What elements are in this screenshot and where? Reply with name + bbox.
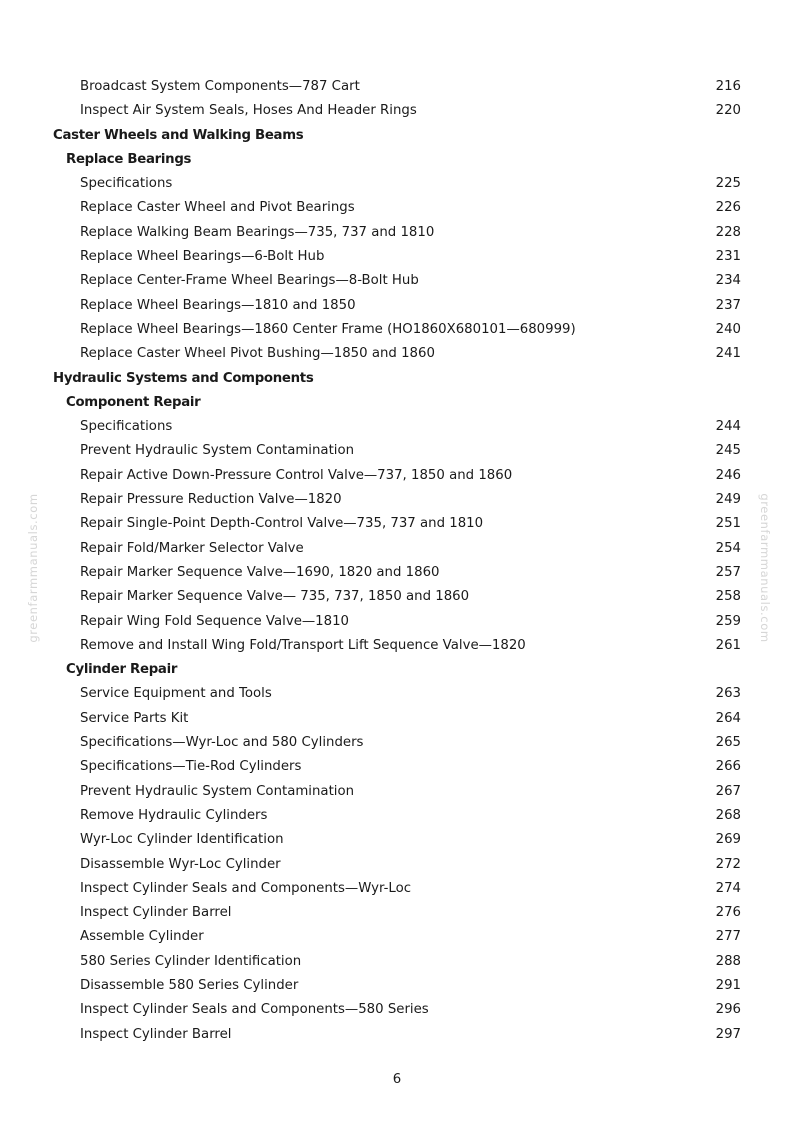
toc-entry[interactable] (0, 1023, 794, 1047)
toc-entry-title: Service Parts Kit (80, 710, 189, 726)
toc-subsection-heading (0, 658, 794, 682)
toc-entry-title: Replace Wheel Bearings—1860 Center Frame (HO1860X680101—680999) (80, 321, 576, 337)
toc-entry[interactable] (0, 804, 794, 828)
toc-entry-title: Remove and Install Wing Fold/Transport Lift Sequence Valve—1820 (80, 637, 526, 653)
toc-entry-title: Caster Wheels and Walking Beams (53, 127, 304, 143)
toc-entry-page-number: 226 (715, 200, 741, 216)
toc-entry[interactable] (0, 221, 794, 245)
toc-entry-page-number: 269 (715, 832, 741, 848)
toc-entry[interactable] (0, 294, 794, 318)
toc-entry-title: Replace Wheel Bearings—1810 and 1850 (80, 297, 356, 313)
toc-entry[interactable] (0, 925, 794, 949)
watermark-left: greenfarmmanuals.com (26, 493, 40, 643)
toc-entry-page-number: 245 (715, 443, 741, 459)
toc-entry[interactable] (0, 561, 794, 585)
toc-entry[interactable] (0, 342, 794, 366)
toc-entry-title: Repair Wing Fold Sequence Valve—1810 (80, 613, 350, 629)
toc-entry-title: Replace Bearings (66, 151, 192, 167)
toc-entry[interactable] (0, 537, 794, 561)
toc-entry[interactable] (0, 245, 794, 269)
toc-entry[interactable] (0, 877, 794, 901)
toc-section-heading (0, 124, 794, 148)
toc-entry-page-number: 267 (715, 783, 741, 799)
toc-entry-page-number: 244 (715, 419, 741, 435)
toc-entry-title: Replace Center-Frame Wheel Bearings—8-Bolt Hub (80, 273, 419, 289)
toc-entry-title: Replace Caster Wheel Pivot Bushing—1850 and 1860 (80, 346, 435, 362)
toc-entry-title: Wyr-Loc Cylinder Identification (80, 832, 284, 848)
toc-entry-title: Inspect Air System Seals, Hoses And Header Rings (80, 103, 417, 119)
toc-entry-title: Repair Marker Sequence Valve— 735, 737, 1850 and 1860 (80, 589, 470, 605)
toc-entry-page-number: 258 (715, 589, 741, 605)
toc-entry-title: Specifications—Tie-Rod Cylinders (80, 759, 302, 775)
toc-entry-page-number: 257 (715, 564, 741, 580)
toc-entry[interactable] (0, 901, 794, 925)
toc-entry-page-number: 276 (715, 905, 741, 921)
toc-entry-title: Broadcast System Components—787 Cart (80, 79, 360, 94)
toc-entry-title: Assemble Cylinder (80, 929, 204, 945)
toc-entry-title: Replace Caster Wheel and Pivot Bearings (80, 200, 355, 216)
toc-entry[interactable] (0, 998, 794, 1022)
toc-entry-title: Replace Wheel Bearings—6-Bolt Hub (80, 249, 325, 265)
toc-entry-title: Service Equipment and Tools (80, 686, 272, 702)
toc-entry-page-number: 231 (715, 249, 741, 265)
toc-entry-page-number: 277 (715, 929, 741, 945)
toc-entry[interactable] (0, 780, 794, 804)
toc-entry[interactable] (0, 464, 794, 488)
toc-entry-page-number: 259 (715, 613, 741, 629)
toc-entry-title: Repair Single-Point Depth-Control Valve—735, 737 and 1810 (80, 516, 484, 532)
toc-entry[interactable] (0, 415, 794, 439)
toc-entry-title: Inspect Cylinder Barrel (80, 905, 232, 921)
toc-entry-page-number: 228 (715, 224, 741, 240)
toc-entry-title: Cylinder Repair (66, 662, 178, 678)
toc-entry[interactable] (0, 196, 794, 220)
toc-section-heading (0, 367, 794, 391)
toc-entry[interactable] (0, 488, 794, 512)
toc-entry[interactable] (0, 610, 794, 634)
page-number: 6 (392, 1072, 402, 1087)
toc-entry-title: Specifications (80, 419, 173, 435)
toc-entry-title: Prevent Hydraulic System Contamination (80, 783, 355, 799)
toc-entry-page-number: 268 (715, 807, 741, 823)
toc-entry[interactable] (0, 512, 794, 536)
toc-entry[interactable] (0, 99, 794, 123)
toc-entry-title: Replace Walking Beam Bearings—735, 737 and 1810 (80, 224, 435, 240)
watermark-right: greenfarmmanuals.com (758, 493, 772, 643)
toc-entry[interactable] (0, 585, 794, 609)
toc-entry[interactable] (0, 75, 794, 99)
toc-entry-title: Specifications (80, 176, 173, 192)
toc-entry[interactable] (0, 634, 794, 658)
toc-entry[interactable] (0, 318, 794, 342)
toc-entry-title: Prevent Hydraulic System Contamination (80, 443, 355, 459)
toc-entry-page-number: 216 (715, 79, 741, 94)
toc-entry[interactable] (0, 755, 794, 779)
toc-entry[interactable] (0, 853, 794, 877)
toc-entry-title: Remove Hydraulic Cylinders (80, 807, 268, 823)
toc-entry-title: Repair Pressure Reduction Valve—1820 (80, 492, 342, 508)
toc-entry[interactable] (0, 172, 794, 196)
toc-entry-page-number: 265 (715, 735, 741, 751)
toc-entry-title: Disassemble 580 Series Cylinder (80, 977, 299, 993)
toc-entry-page-number: 240 (715, 321, 741, 337)
toc-entry-page-number: 251 (715, 516, 741, 532)
toc-entry-page-number: 288 (715, 953, 741, 969)
toc-entry-title: Disassemble Wyr-Loc Cylinder (80, 856, 281, 872)
toc-entry-page-number: 263 (715, 686, 741, 702)
toc-entry[interactable] (0, 269, 794, 293)
toc-entry-page-number: 296 (715, 1002, 741, 1018)
table-of-contents (0, 75, 794, 1047)
toc-entry[interactable] (0, 731, 794, 755)
toc-entry-page-number: 297 (715, 1026, 741, 1042)
toc-entry-page-number: 272 (715, 856, 741, 872)
toc-entry-title: Repair Active Down-Pressure Control Valve—737, 1850 and 1860 (80, 467, 513, 483)
toc-entry-page-number: 274 (715, 880, 741, 896)
toc-subsection-heading (0, 391, 794, 415)
toc-entry[interactable] (0, 682, 794, 706)
toc-entry-page-number: 264 (715, 710, 741, 726)
toc-entry-page-number: 246 (715, 467, 741, 483)
toc-entry-title: Hydraulic Systems and Components (53, 370, 314, 386)
toc-entry[interactable] (0, 950, 794, 974)
toc-entry-page-number: 291 (715, 977, 741, 993)
toc-entry-title: Specifications—Wyr-Loc and 580 Cylinders (80, 735, 364, 751)
toc-entry-title: Inspect Cylinder Seals and Components—Wyr-Loc (80, 880, 412, 896)
toc-entry-page-number: 237 (715, 297, 741, 313)
toc-subsection-heading (0, 148, 794, 172)
toc-entry-page-number: 225 (715, 176, 741, 192)
toc-entry-title: Repair Fold/Marker Selector Valve (80, 540, 304, 556)
toc-entry-title: Inspect Cylinder Barrel (80, 1026, 232, 1042)
toc-entry[interactable] (0, 828, 794, 852)
toc-entry-page-number: 241 (715, 346, 741, 362)
toc-entry-title: Inspect Cylinder Seals and Components—580 Series (80, 1002, 429, 1018)
toc-entry-page-number: 249 (715, 492, 741, 508)
toc-entry-page-number: 254 (715, 540, 741, 556)
toc-entry-title: Repair Marker Sequence Valve—1690, 1820 and 1860 (80, 564, 440, 580)
toc-entry[interactable] (0, 439, 794, 463)
toc-entry-page-number: 234 (715, 273, 741, 289)
toc-entry[interactable] (0, 974, 794, 998)
toc-entry-page-number: 266 (715, 759, 741, 775)
toc-entry[interactable] (0, 707, 794, 731)
toc-entry-page-number: 261 (715, 637, 741, 653)
toc-entry-title: 580 Series Cylinder Identification (80, 953, 302, 969)
toc-entry-page-number: 220 (715, 103, 741, 119)
toc-entry-title: Component Repair (66, 394, 201, 410)
